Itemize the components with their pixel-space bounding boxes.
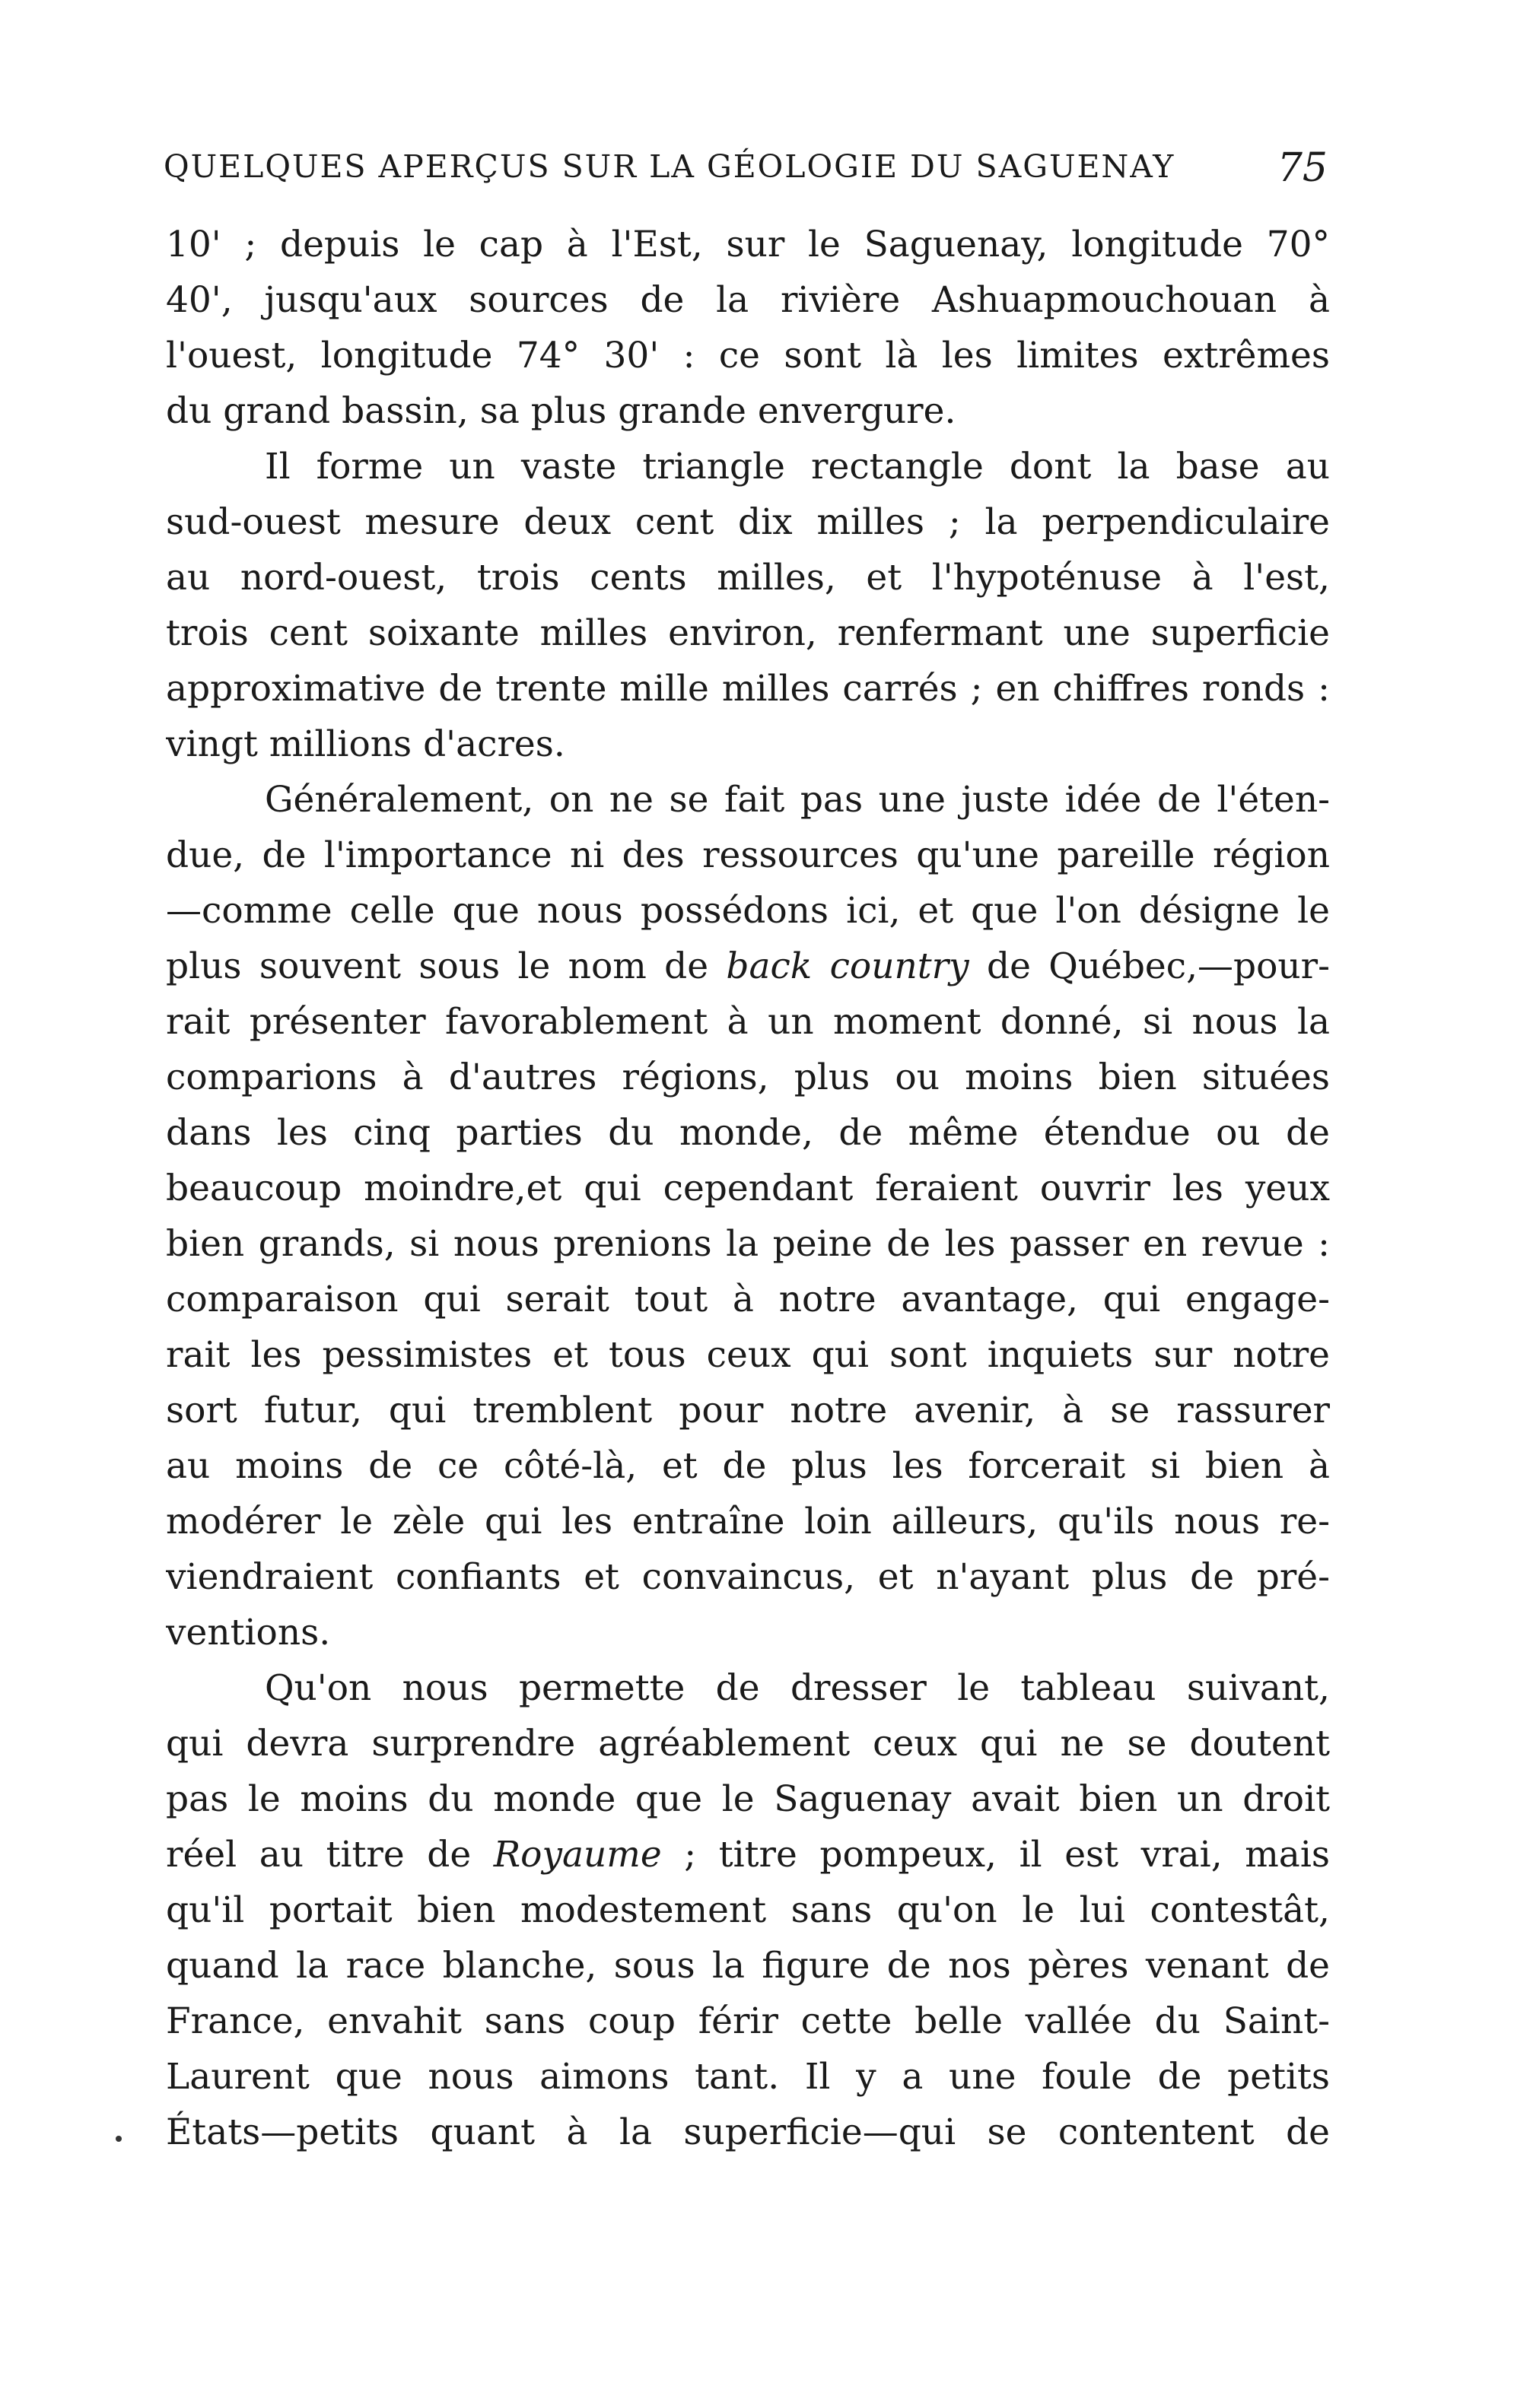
text-line: bien grands, si nous prenions la peine de les passer en revue :: [166, 1223, 1330, 1265]
text-line: pas le moins du monde que le Saguenay avait bien un droit: [166, 1778, 1330, 1820]
text-line: ventions.: [166, 1612, 331, 1654]
text-line: réel au titre de Royaume ; titre pompeux, il est vrai, mais: [166, 1834, 1330, 1876]
page-number: 75: [1277, 145, 1328, 191]
margin-mark: [116, 2136, 122, 2142]
body-text: [166, 217, 1330, 2160]
text-line: due, de l'importance ni des ressources qu'une pareille région: [166, 834, 1330, 876]
text-line: —comme celle que nous possédons ici, et que l'on désigne le: [166, 890, 1330, 932]
text-line: qui devra surprendre agréablement ceux qui ne se doutent: [166, 1723, 1330, 1765]
italic-phrase: back country: [726, 945, 969, 987]
text-line: dans les cinq parties du monde, de même étendue ou de: [166, 1112, 1330, 1154]
text-line: qu'il portait bien modestement sans qu'on le lui contestât,: [166, 1889, 1330, 1931]
text-line: États—petits quant à la superficie—qui se contentent de: [166, 2111, 1330, 2153]
text-line: vingt millions d'acres.: [166, 723, 565, 765]
text-line: approximative de trente mille milles carrés ; en chiffres ronds :: [166, 668, 1330, 710]
text-line: trois cent soixante milles environ, renfermant une superficie: [166, 612, 1330, 654]
italic-phrase: Royaume: [493, 1834, 662, 1876]
text-line: plus souvent sous le nom de back country de Québec,—pour-: [166, 945, 1330, 987]
text-line: Laurent que nous aimons tant. Il y a une foule de petits: [166, 2056, 1330, 2098]
text-line: du grand bassin, sa plus grande envergure.: [166, 390, 956, 432]
text-line: comparaison qui serait tout à notre avantage, qui engage-: [166, 1279, 1330, 1320]
text-line: modérer le zèle qui les entraîne loin ailleurs, qu'ils nous re-: [166, 1501, 1330, 1542]
text-line: 10' ; depuis le cap à l'Est, sur le Saguenay, longitude 70°: [166, 224, 1330, 265]
text-line: au moins de ce côté-là, et de plus les forcerait si bien à: [166, 1445, 1330, 1487]
text-line: sort futur, qui tremblent pour notre avenir, à se rassurer: [166, 1390, 1330, 1431]
text-line: beaucoup moindre,et qui cependant feraient ouvrir les yeux: [166, 1167, 1330, 1209]
paragraph: [166, 217, 1330, 439]
running-head: [164, 145, 1328, 202]
text-line: rait présenter favorablement à un moment donné, si nous la: [166, 1001, 1330, 1043]
text-line: quand la race blanche, sous la figure de nos pères venant de: [166, 1945, 1330, 1987]
running-title: QUELQUES APERÇUS SUR LA GÉOLOGIE DU SAGUENAY: [164, 148, 1175, 185]
paragraph: [166, 1660, 1330, 2160]
text-line: Généralement, on ne se fait pas une juste idée de l'éten-: [265, 779, 1330, 821]
text-line: rait les pessimistes et tous ceux qui sont inquiets sur notre: [166, 1334, 1330, 1376]
text-line: comparions à d'autres régions, plus ou moins bien situées: [166, 1056, 1330, 1098]
text-line: Il forme un vaste triangle rectangle dont la base au: [265, 446, 1330, 488]
paragraph: [166, 439, 1330, 772]
text-line: Qu'on nous permette de dresser le tableau suivant,: [265, 1667, 1330, 1709]
text-line: l'ouest, longitude 74° 30' : ce sont là les limites extrêmes: [166, 335, 1330, 376]
text-line: 40', jusqu'aux sources de la rivière Ashuapmouchouan à: [166, 279, 1330, 321]
text-line: France, envahit sans coup férir cette belle vallée du Saint-: [166, 2000, 1330, 2042]
text-line: viendraient confiants et convaincus, et n'ayant plus de pré-: [166, 1556, 1330, 1598]
text-line: sud-ouest mesure deux cent dix milles ; la perpendiculaire: [166, 501, 1330, 543]
text-line: au nord-ouest, trois cents milles, et l'hypoténuse à l'est,: [166, 557, 1330, 599]
paragraph: [166, 772, 1330, 1660]
